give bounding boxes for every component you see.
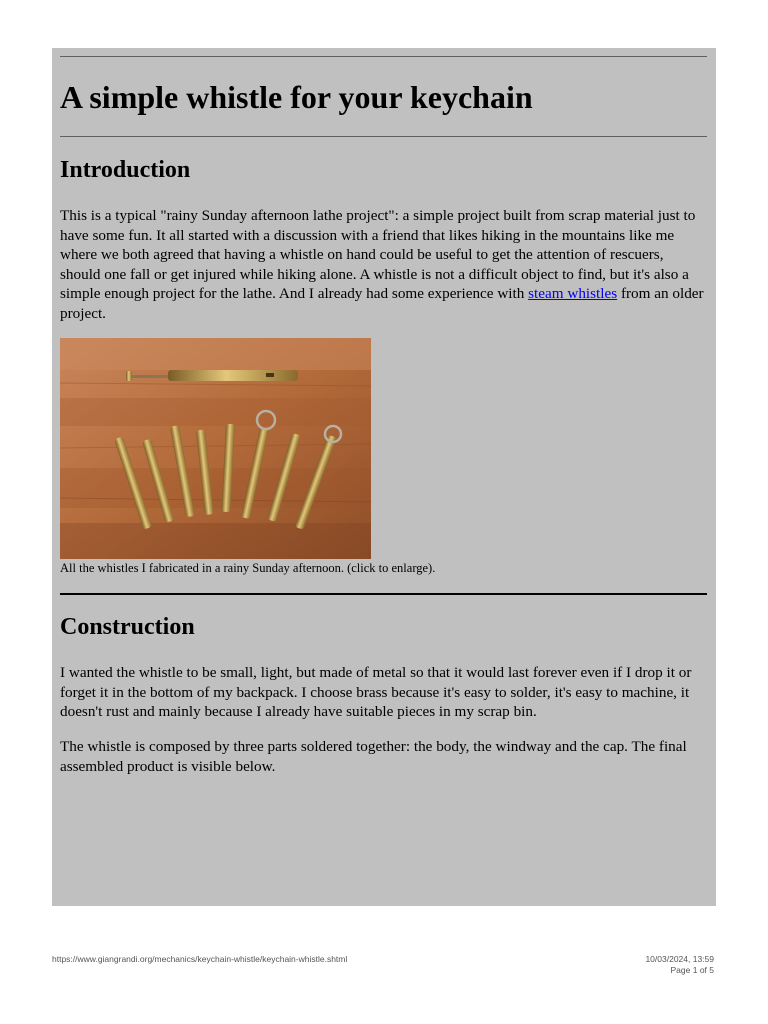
whistles-photo[interactable] xyxy=(60,338,371,559)
footer-page-number: Page 1 of 5 xyxy=(670,965,714,975)
footer-datetime: 10/03/2024, 13:59 xyxy=(645,954,714,964)
whistles-photo-illustration xyxy=(60,338,371,559)
steam-whistles-link[interactable]: steam whistles xyxy=(528,285,618,303)
intro-text-after-link: from an older project. xyxy=(60,285,704,322)
photo-caption: All the whistles I fabricated in a rainy Sunday afternoon. (click to enlarge). xyxy=(60,561,436,575)
page-panel xyxy=(52,48,716,906)
section-rule xyxy=(60,593,707,595)
construction-paragraph-2: The whistle is composed by three parts soldered together: the body, the windway and the cap. The final assembled product is visible below. xyxy=(60,738,687,775)
top-rule xyxy=(60,56,707,57)
construction-heading: Construction xyxy=(60,614,195,640)
page-title: A simple whistle for your keychain xyxy=(60,79,533,115)
construction-paragraph-1: I wanted the whistle to be small, light, but made of metal so that it would last forever even if I drop it or forget it in the bottom of my backpack. I choose brass because it's easy to solder, it's easy to machine, it doesn't rust and mainly because I already have suitable pieces in my scrap bin. xyxy=(60,664,692,721)
title-rule xyxy=(60,136,707,137)
footer-meta xyxy=(645,954,714,976)
introduction-paragraph xyxy=(60,206,707,324)
introduction-heading: Introduction xyxy=(60,157,191,183)
footer-url: https://www.giangrandi.org/mechanics/keychain-whistle/keychain-whistle.shtml xyxy=(52,954,348,964)
intro-text-before-link: This is a typical "rainy Sunday afternoon lathe project": a simple project built from scrap material just to have some fun. It all started with a discussion with a friend that likes hiking in the mountains like me where we both agreed that having a whistle on hand could be useful to get the attention of rescuers, should one fall or get injured while hiking alone. A whistle is not a difficult object to find, but it's also a simple enough project for the lathe. And I already had some experience with xyxy=(60,207,696,303)
